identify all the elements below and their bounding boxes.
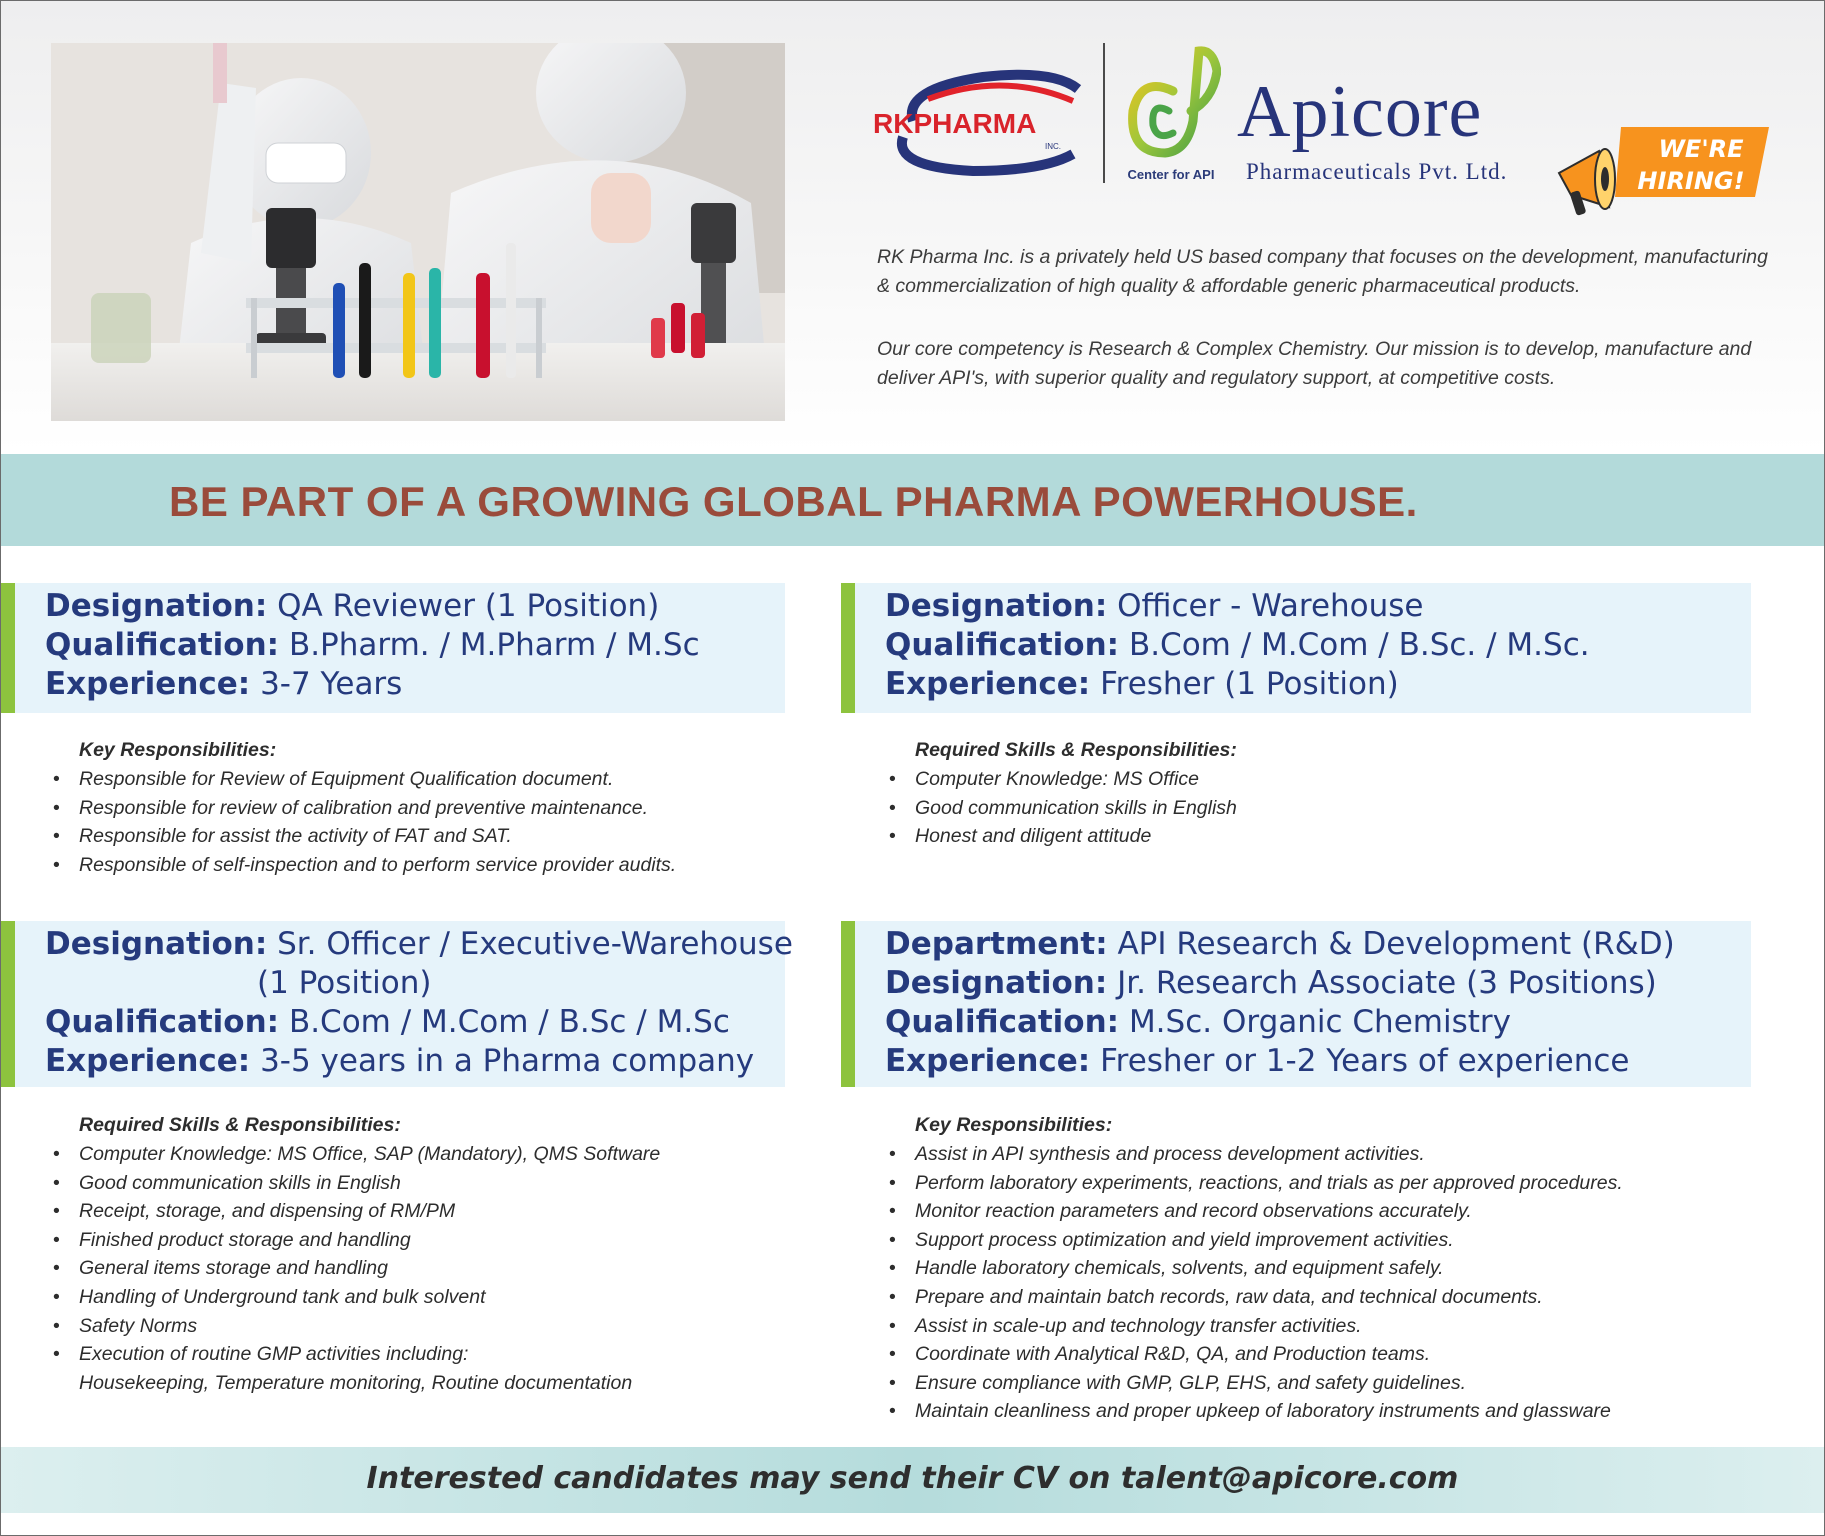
headline: BE PART OF A GROWING GLOBAL PHARMA POWERHOUSE. — [169, 478, 1418, 525]
designation-line-cont: (1 Position) — [257, 965, 432, 1001]
headline-banner — [1, 454, 1824, 546]
list-item: • Computer Knowledge: MS Office, SAP (Mandatory), QMS Software — [3, 1140, 660, 1169]
list-item-continuation: Housekeeping, Temperature monitoring, Routine documentation — [79, 1371, 633, 1394]
designation-line: Designation: Sr. Officer / Executive-Warehouse — [45, 926, 793, 962]
hiring-badge — [1551, 121, 1781, 221]
qualification-line: Qualification: B.Com / M.Com / B.Sc / M.Sc — [45, 1004, 730, 1040]
mission-paragraph: Our core competency is Research & Complex Chemistry. Our mission is to develop, manufacture and deliver API's, with superior quality and regulatory support, at competitive costs. — [877, 338, 1752, 389]
list-item: • Monitor reaction parameters and record observations accurately. — [839, 1197, 1623, 1226]
job-header-jr-research-associate — [841, 921, 1751, 1087]
qualification-line: Qualification: M.Sc. Organic Chemistry — [885, 1004, 1511, 1040]
intro-paragraph: RK Pharma Inc. is a privately held US based company that focuses on the development, manufacturing & commercialization of high quality & affordable generic pharmaceutical products. — [877, 246, 1768, 297]
apply-instructions: Interested candidates may send their CV on talent@apicore.com — [366, 1461, 1459, 1496]
list-item: • Handling of Underground tank and bulk solvent — [3, 1283, 660, 1312]
experience-line: Experience: 3-5 years in a Pharma company — [45, 1043, 755, 1079]
designation-line: Designation: QA Reviewer (1 Position) — [45, 588, 660, 624]
list-item: • Safety Norms — [3, 1312, 660, 1341]
rk-pharma-logo — [873, 59, 1093, 179]
designation-line: Designation: Officer - Warehouse — [885, 588, 1424, 624]
experience-line: Experience: 3-7 Years — [45, 666, 403, 702]
list-item: • Responsible for Review of Equipment Qualification document. — [3, 765, 676, 794]
qualification-line: Qualification: B.Pharm. / M.Pharm / M.Sc — [45, 627, 700, 663]
qualification-line: Qualification: B.Com / M.Com / B.Sc. / M.Sc. — [885, 627, 1590, 663]
apicore-tagline: Center for API — [1127, 167, 1215, 182]
experience-line: Experience: Fresher (1 Position) — [885, 666, 1399, 702]
responsibilities-qa-reviewer — [3, 736, 676, 879]
list-item: • Honest and diligent attitude — [839, 822, 1237, 851]
list-item: • Good communication skills in English — [3, 1169, 660, 1198]
job-header-officer-warehouse — [841, 583, 1751, 713]
list-item: • Support process optimization and yield improvement activities. — [839, 1226, 1623, 1255]
list-item: • General items storage and handling — [3, 1254, 660, 1283]
footer-cta — [1, 1447, 1824, 1513]
list-item: • Prepare and maintain batch records, raw data, and technical documents. — [839, 1283, 1623, 1312]
department-line: Department: API Research & Development (R&D) — [885, 926, 1675, 962]
list-item: • Receipt, storage, and dispensing of RM/PM — [3, 1197, 660, 1226]
list-item: • Good communication skills in English — [839, 794, 1237, 823]
responsibilities-jr-research-associate — [839, 1111, 1623, 1426]
list-item: • Assist in API synthesis and process development activities. — [839, 1140, 1623, 1169]
header — [1, 1, 1824, 453]
hiring-line1: WE'RE — [1658, 135, 1744, 163]
responsibilities-title: Key Responsibilities: — [79, 739, 277, 761]
logo-divider — [1103, 43, 1105, 183]
list-item: • Coordinate with Analytical R&D, QA, and Production teams. — [839, 1340, 1623, 1369]
list-item: • Perform laboratory experiments, reactions, and trials as per approved procedures. — [839, 1169, 1623, 1198]
job-header-sr-officer — [1, 921, 793, 1087]
list-item: • Execution of routine GMP activities including: Housekeeping, Temperature monitoring, Routine documentation — [3, 1340, 660, 1397]
responsibilities-sr-officer — [3, 1111, 660, 1397]
responsibilities-officer-warehouse — [839, 736, 1237, 851]
list-item: • Finished product storage and handling — [3, 1226, 660, 1255]
rk-logo-word: RKPHARMA — [873, 108, 1037, 139]
list-item: • Ensure compliance with GMP, GLP, EHS, and safety guidelines. — [839, 1369, 1623, 1398]
designation-line: Designation: Jr. Research Associate (3 Positions) — [885, 965, 1657, 1001]
experience-line: Experience: Fresher or 1-2 Years of experience — [885, 1043, 1630, 1079]
hiring-line2: HIRING! — [1637, 167, 1745, 195]
apicore-logo-mark — [1121, 41, 1221, 161]
responsibilities-title: Key Responsibilities: — [915, 1114, 1113, 1136]
list-item: • Handle laboratory chemicals, solvents, and equipment safely. — [839, 1254, 1623, 1283]
list-item: • Responsible for review of calibration and preventive maintenance. — [3, 794, 676, 823]
megaphone-icon — [1559, 149, 1615, 216]
apicore-wordmark: Apicore — [1237, 71, 1483, 153]
lab-photo — [51, 43, 785, 421]
rk-logo-suffix: INC. — [1045, 142, 1061, 151]
list-item: • Responsible for assist the activity of FAT and SAT. — [3, 822, 676, 851]
list-item: • Maintain cleanliness and proper upkeep of laboratory instruments and glassware — [839, 1397, 1623, 1426]
list-item: • Computer Knowledge: MS Office — [839, 765, 1237, 794]
apicore-subtitle: Pharmaceuticals Pvt. Ltd. — [1246, 159, 1508, 184]
job-header-qa-reviewer — [1, 583, 785, 713]
responsibilities-title: Required Skills & Responsibilities: — [79, 1114, 401, 1136]
responsibilities-title: Required Skills & Responsibilities: — [915, 739, 1237, 761]
list-item: • Responsible of self-inspection and to perform service provider audits. — [3, 851, 676, 880]
list-item: • Assist in scale-up and technology transfer activities. — [839, 1312, 1623, 1341]
